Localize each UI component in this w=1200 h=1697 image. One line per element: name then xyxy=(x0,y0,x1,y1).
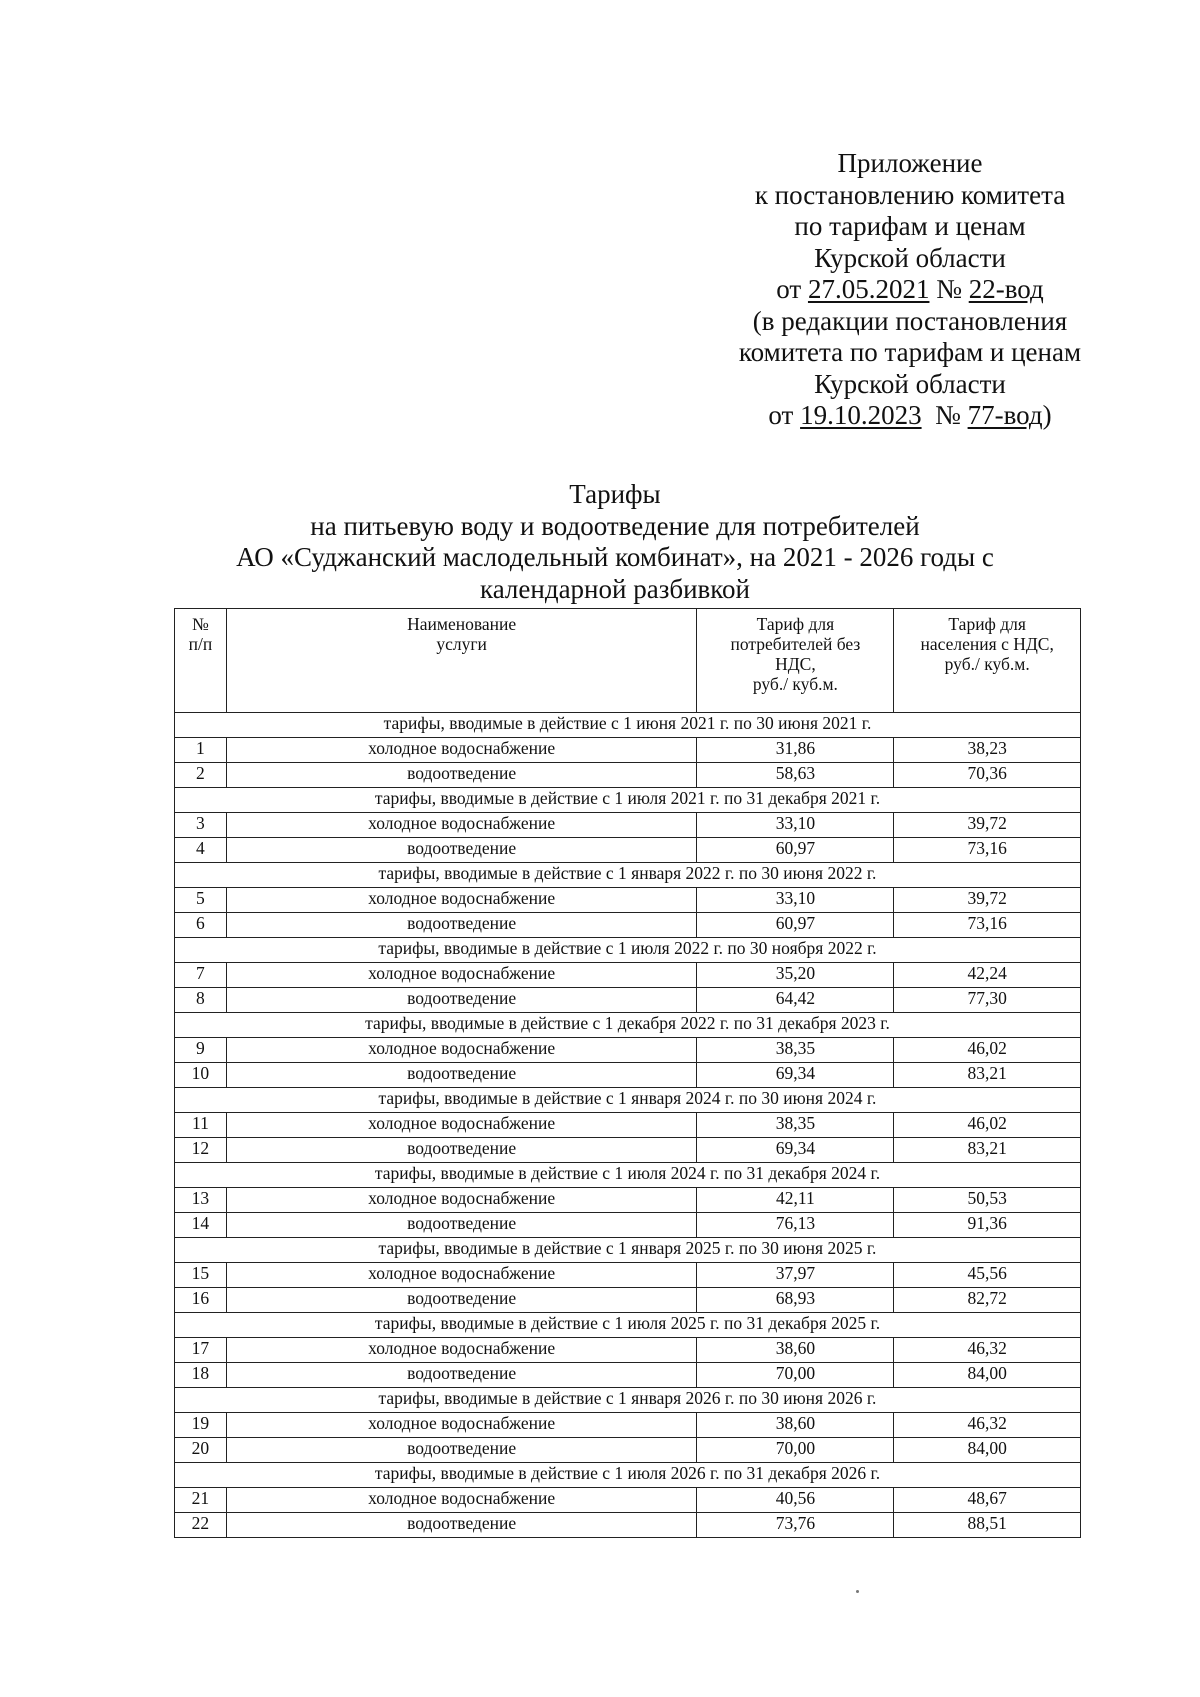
period-label: тарифы, вводимые в действие с 1 июля 2021 г. по 31 декабря 2021 г. xyxy=(175,788,1081,813)
tariff-no-vat: 76,13 xyxy=(697,1213,894,1238)
tariff-population: 77,30 xyxy=(894,988,1081,1013)
tariff-population: 46,32 xyxy=(894,1413,1081,1438)
table-row xyxy=(175,1438,1081,1463)
amendment-number-sign: № xyxy=(935,400,961,430)
period-row xyxy=(175,1013,1081,1038)
tariff-no-vat: 60,97 xyxy=(697,838,894,863)
header-tariff-population: Тариф для населения с НДС, руб./ куб.м. xyxy=(894,609,1081,713)
row-number: 14 xyxy=(175,1213,227,1238)
tariff-no-vat: 40,56 xyxy=(697,1488,894,1513)
table-row xyxy=(175,1288,1081,1313)
tariff-no-vat: 38,35 xyxy=(697,1038,894,1063)
row-number: 9 xyxy=(175,1038,227,1063)
service-name: водоотведение xyxy=(226,1513,697,1538)
table-row xyxy=(175,988,1081,1013)
scan-speck xyxy=(856,1590,859,1593)
tariff-population: 46,32 xyxy=(894,1338,1081,1363)
period-row xyxy=(175,1238,1081,1263)
service-name: водоотведение xyxy=(226,1438,697,1463)
service-name: водоотведение xyxy=(226,1063,697,1088)
order-number: 22-вод xyxy=(968,274,1044,304)
period-label: тарифы, вводимые в действие с 1 июня 2021 г. по 30 июня 2021 г. xyxy=(175,713,1081,738)
service-name: водоотведение xyxy=(226,1213,697,1238)
amendment-line: комитета по тарифам и ценам xyxy=(738,337,1082,367)
service-name: холодное водоснабжение xyxy=(226,1488,697,1513)
table-row xyxy=(175,1488,1081,1513)
row-number: 2 xyxy=(175,763,227,788)
appendix-header xyxy=(720,148,1100,432)
period-label: тарифы, вводимые в действие с 1 июля 2025 г. по 31 декабря 2025 г. xyxy=(175,1313,1081,1338)
tariff-no-vat: 69,34 xyxy=(697,1063,894,1088)
table-row xyxy=(175,1338,1081,1363)
order-prefix: от xyxy=(776,274,802,304)
amendment-prefix: от xyxy=(768,400,794,430)
tariff-population: 45,56 xyxy=(894,1263,1081,1288)
row-number: 21 xyxy=(175,1488,227,1513)
tariff-no-vat: 70,00 xyxy=(697,1363,894,1388)
service-name: холодное водоснабжение xyxy=(226,888,697,913)
tariff-population: 88,51 xyxy=(894,1513,1081,1538)
period-row xyxy=(175,1313,1081,1338)
service-name: холодное водоснабжение xyxy=(226,1038,697,1063)
table-row xyxy=(175,1363,1081,1388)
row-number: 10 xyxy=(175,1063,227,1088)
tariff-no-vat: 58,63 xyxy=(697,763,894,788)
period-label: тарифы, вводимые в действие с 1 июля 2024 г. по 31 декабря 2024 г. xyxy=(175,1163,1081,1188)
service-name: водоотведение xyxy=(226,1288,697,1313)
tariff-table-body xyxy=(175,713,1081,1538)
tariff-population: 48,67 xyxy=(894,1488,1081,1513)
row-number: 7 xyxy=(175,963,227,988)
table-row xyxy=(175,1063,1081,1088)
order-reference xyxy=(720,274,1100,306)
amendment-reference xyxy=(720,400,1100,432)
tariff-no-vat: 69,34 xyxy=(697,1138,894,1163)
tariff-population: 73,16 xyxy=(894,838,1081,863)
appendix-line: Приложение xyxy=(837,148,983,178)
table-row xyxy=(175,913,1081,938)
tariff-population: 83,21 xyxy=(894,1063,1081,1088)
table-row xyxy=(175,1038,1081,1063)
period-row xyxy=(175,1088,1081,1113)
tariff-population: 46,02 xyxy=(894,1113,1081,1138)
period-row xyxy=(175,713,1081,738)
title-line: Тарифы xyxy=(569,479,661,509)
period-row xyxy=(175,1388,1081,1413)
appendix-line: к постановлению комитета xyxy=(754,179,1066,210)
tariff-population: 83,21 xyxy=(894,1138,1081,1163)
row-number: 3 xyxy=(175,813,227,838)
tariff-no-vat: 37,97 xyxy=(697,1263,894,1288)
tariff-no-vat: 38,35 xyxy=(697,1113,894,1138)
amendment-number: 77-вод xyxy=(967,400,1043,430)
tariff-population: 73,16 xyxy=(894,913,1081,938)
service-name: холодное водоснабжение xyxy=(226,963,697,988)
tariff-no-vat: 33,10 xyxy=(697,888,894,913)
tariff-population: 42,24 xyxy=(894,963,1081,988)
service-name: холодное водоснабжение xyxy=(226,1188,697,1213)
row-number: 22 xyxy=(175,1513,227,1538)
tariff-population: 50,53 xyxy=(894,1188,1081,1213)
service-name: холодное водоснабжение xyxy=(226,1413,697,1438)
service-name: водоотведение xyxy=(226,763,697,788)
period-label: тарифы, вводимые в действие с 1 января 2022 г. по 30 июня 2022 г. xyxy=(175,863,1081,888)
row-number: 20 xyxy=(175,1438,227,1463)
period-row xyxy=(175,1463,1081,1488)
table-row xyxy=(175,1188,1081,1213)
table-row xyxy=(175,763,1081,788)
title-line: АО «Суджанский маслодельный комбинат», на 2021 - 2026 годы с xyxy=(236,542,994,572)
tariff-population: 84,00 xyxy=(894,1363,1081,1388)
amendment-date: 19.10.2023 xyxy=(800,400,922,430)
title-line: календарной разбивкой xyxy=(480,573,750,604)
header-tariff-no-vat: Тариф для потребителей без НДС, руб./ куб.м. xyxy=(697,609,894,713)
period-row xyxy=(175,788,1081,813)
row-number: 16 xyxy=(175,1288,227,1313)
table-row xyxy=(175,1138,1081,1163)
tariff-no-vat: 68,93 xyxy=(697,1288,894,1313)
amendment-line: Курской области xyxy=(814,368,1006,399)
period-row xyxy=(175,938,1081,963)
row-number: 4 xyxy=(175,838,227,863)
header-service-name: Наименование услуги xyxy=(226,609,697,713)
tariff-no-vat: 42,11 xyxy=(697,1188,894,1213)
period-label: тарифы, вводимые в действие с 1 июля 2026 г. по 31 декабря 2026 г. xyxy=(175,1463,1081,1488)
row-number: 18 xyxy=(175,1363,227,1388)
tariff-population: 39,72 xyxy=(894,888,1081,913)
service-name: холодное водоснабжение xyxy=(226,1338,697,1363)
service-name: водоотведение xyxy=(226,838,697,863)
appendix-line: Курской области xyxy=(814,242,1006,273)
tariff-population: 46,02 xyxy=(894,1038,1081,1063)
row-number: 19 xyxy=(175,1413,227,1438)
table-row xyxy=(175,1263,1081,1288)
tariff-population: 84,00 xyxy=(894,1438,1081,1463)
service-name: холодное водоснабжение xyxy=(226,738,697,763)
table-row xyxy=(175,1213,1081,1238)
period-label: тарифы, вводимые в действие с 1 января 2026 г. по 30 июня 2026 г. xyxy=(175,1388,1081,1413)
table-row xyxy=(175,1113,1081,1138)
row-number: 17 xyxy=(175,1338,227,1363)
table-row xyxy=(175,888,1081,913)
period-label: тарифы, вводимые в действие с 1 декабря 2022 г. по 31 декабря 2023 г. xyxy=(175,1013,1081,1038)
service-name: холодное водоснабжение xyxy=(226,1113,697,1138)
header-number: № п/п xyxy=(175,609,227,713)
table-row xyxy=(175,738,1081,763)
table-row xyxy=(175,1513,1081,1538)
row-number: 6 xyxy=(175,913,227,938)
tariff-no-vat: 38,60 xyxy=(697,1413,894,1438)
period-row xyxy=(175,1163,1081,1188)
service-name: водоотведение xyxy=(226,1138,697,1163)
tariff-population: 39,72 xyxy=(894,813,1081,838)
tariff-population: 38,23 xyxy=(894,738,1081,763)
tariff-no-vat: 31,86 xyxy=(697,738,894,763)
tariff-no-vat: 64,42 xyxy=(697,988,894,1013)
tariff-no-vat: 38,60 xyxy=(697,1338,894,1363)
title-line: на питьевую воду и водоотведение для потребителей xyxy=(310,510,920,541)
tariff-population: 70,36 xyxy=(894,763,1081,788)
row-number: 12 xyxy=(175,1138,227,1163)
row-number: 5 xyxy=(175,888,227,913)
document-title xyxy=(170,479,1060,605)
table-row xyxy=(175,838,1081,863)
table-header-row xyxy=(175,609,1081,713)
table-row xyxy=(175,813,1081,838)
order-number-sign: № xyxy=(936,274,962,304)
tariff-population: 91,36 xyxy=(894,1213,1081,1238)
period-row xyxy=(175,863,1081,888)
service-name: холодное водоснабжение xyxy=(226,1263,697,1288)
amendment-line: (в редакции постановления xyxy=(752,305,1068,336)
service-name: водоотведение xyxy=(226,988,697,1013)
tariff-population: 82,72 xyxy=(894,1288,1081,1313)
tariff-no-vat: 70,00 xyxy=(697,1438,894,1463)
service-name: водоотведение xyxy=(226,1363,697,1388)
row-number: 8 xyxy=(175,988,227,1013)
row-number: 13 xyxy=(175,1188,227,1213)
row-number: 1 xyxy=(175,738,227,763)
service-name: холодное водоснабжение xyxy=(226,813,697,838)
order-date: 27.05.2021 xyxy=(807,274,930,304)
period-label: тарифы, вводимые в действие с 1 января 2024 г. по 30 июня 2024 г. xyxy=(175,1088,1081,1113)
tariff-table xyxy=(174,608,1081,1538)
row-number: 15 xyxy=(175,1263,227,1288)
tariff-no-vat: 60,97 xyxy=(697,913,894,938)
amendment-close: ) xyxy=(1042,400,1052,430)
period-label: тарифы, вводимые в действие с 1 июля 2022 г. по 30 ноября 2022 г. xyxy=(175,938,1081,963)
row-number: 11 xyxy=(175,1113,227,1138)
table-row xyxy=(175,1413,1081,1438)
tariff-no-vat: 33,10 xyxy=(697,813,894,838)
table-row xyxy=(175,963,1081,988)
service-name: водоотведение xyxy=(226,913,697,938)
tariff-no-vat: 35,20 xyxy=(697,963,894,988)
period-label: тарифы, вводимые в действие с 1 января 2025 г. по 30 июня 2025 г. xyxy=(175,1238,1081,1263)
tariff-no-vat: 73,76 xyxy=(697,1513,894,1538)
appendix-line: по тарифам и ценам xyxy=(794,211,1026,241)
